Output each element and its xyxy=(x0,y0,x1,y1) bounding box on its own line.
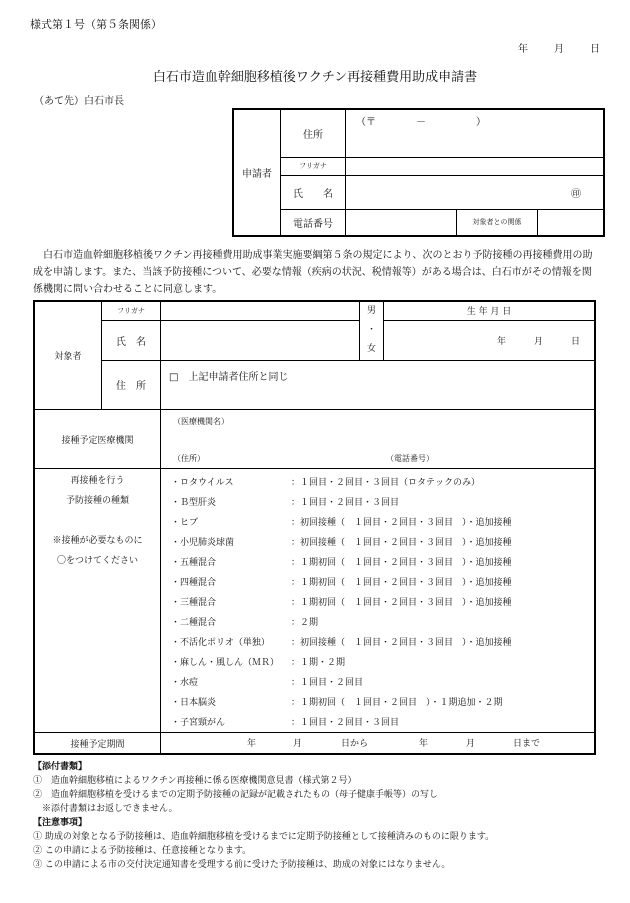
vaccine-section-label xyxy=(34,469,161,733)
sex-dot: ・ xyxy=(366,325,376,336)
sex-male[interactable]: 男 xyxy=(366,306,376,317)
statement: 白石市造血幹細胞移植後ワクチン再接種費用助成事業実施要綱第５条の規定により、次のとおり予防接種の再接種費用の助成を申請します。また、当該予防接種について、必要な情報（疾病の状況、税情報等）がある場合は、白石市がその情報を関係機関に問い合わせることに同意します。 xyxy=(33,250,593,295)
date-year: 年 xyxy=(518,44,528,55)
vaccine-name: ・不活化ポリオ（単独） xyxy=(171,637,270,648)
postal-code: （〒 － ） xyxy=(356,117,486,128)
name-field[interactable] xyxy=(346,175,605,209)
vaccine-name: ・子宮頸がん xyxy=(171,717,226,728)
vaccine-note-line2: 〇をつけてください xyxy=(56,556,138,567)
vaccine-row[interactable] xyxy=(161,591,594,611)
period-label: 接種予定期間 xyxy=(34,733,161,754)
vaccine-name: ・五種混合 xyxy=(171,557,217,568)
vaccine-doses[interactable]: ：初回接種（ １回目・２回目・３回目 ）・追加接種 xyxy=(291,537,512,548)
vaccine-row[interactable] xyxy=(161,631,594,651)
note-item-2: ② この申請による予防接種は、任意接種となります。 xyxy=(33,846,252,856)
furigana-label: フリガナ xyxy=(281,157,346,175)
note-item-3: ③ この申請による市の交付決定通知書を受理する前に受けた予防接種は、助成の対象にはなりません。 xyxy=(33,860,451,870)
period-to-month: 月 xyxy=(466,739,476,750)
main-table xyxy=(33,300,596,755)
subject-name-label: 氏 名 xyxy=(102,320,161,360)
date-day: 日 xyxy=(590,44,600,55)
form-id: 様式第１号（第５条関係） xyxy=(30,18,162,31)
vaccine-note-line1: ※接種が必要なものに xyxy=(52,536,143,547)
notes xyxy=(33,816,494,872)
page-title: 白石市造血幹細胞移植後ワクチン再接種費用助成申請書 xyxy=(152,70,478,85)
date-line xyxy=(518,40,600,55)
attachments xyxy=(33,760,438,816)
vaccine-doses[interactable]: ：１期初回（ １回目・２回目・３回目 ）・追加接種 xyxy=(291,597,512,608)
relation-field[interactable] xyxy=(538,209,605,236)
subject-label: 対象者 xyxy=(34,301,102,409)
vaccine-name: ・四種混合 xyxy=(171,577,217,588)
vaccine-doses[interactable]: ：初回接種（ １回目・２回目・３回目 ）・追加接種 xyxy=(291,517,512,528)
vaccine-row[interactable] xyxy=(161,691,594,711)
vaccine-row[interactable] xyxy=(161,651,594,671)
vaccine-doses[interactable]: ：１期初回（ １回目・２回目 ）・１期追加・２期 xyxy=(291,697,503,708)
clinic-field[interactable] xyxy=(161,409,596,468)
vaccine-doses[interactable]: ：初回接種（ １回目・２回目・３回目 ）・追加接種 xyxy=(291,637,512,648)
same-address-checkbox[interactable]: □ 上記申請者住所と同じ xyxy=(169,371,289,383)
seal-icon: ㊞ xyxy=(571,188,581,200)
vaccine-row[interactable] xyxy=(161,471,594,491)
attachment-item-3: ※添付書類はお返しできません。 xyxy=(33,804,178,814)
vaccine-name: ・日本脳炎 xyxy=(171,697,217,708)
phone-field[interactable] xyxy=(346,209,457,236)
birth-field[interactable] xyxy=(384,320,596,360)
vaccine-row[interactable] xyxy=(161,491,594,511)
birth-month: 月 xyxy=(533,336,543,347)
attachments-heading: 【添付書類】 xyxy=(33,762,88,772)
vaccine-name: ・水痘 xyxy=(171,677,199,688)
subject-name-field[interactable] xyxy=(161,320,360,360)
vaccine-row[interactable] xyxy=(161,571,594,591)
vaccine-row[interactable] xyxy=(161,511,594,531)
period-field[interactable] xyxy=(161,733,596,754)
attachment-item-2: ② 造血幹細胞移植を受けるまでの定期予防接種の記録が記載されたもの（母子健康手帳等）の写し xyxy=(33,790,439,800)
period-to-day: 日まで xyxy=(513,739,541,750)
notes-heading: 【注意事項】 xyxy=(33,818,88,828)
period-from-year: 年 xyxy=(247,739,257,750)
vaccine-doses[interactable]: ：１回目・２回目・３回目（ロタテックのみ） xyxy=(291,477,481,488)
name-label: 氏 名 xyxy=(281,175,346,209)
applicant-label: 申請者 xyxy=(233,109,281,236)
vaccine-row[interactable] xyxy=(161,711,594,731)
period-to-year: 年 xyxy=(419,739,429,750)
clinic-address-label: （住所） xyxy=(173,454,205,464)
vaccine-doses[interactable]: ：１回目・２回目・３回目 xyxy=(291,497,400,508)
furigana-field[interactable] xyxy=(346,157,605,175)
vaccine-row[interactable] xyxy=(161,611,594,631)
vaccine-doses[interactable]: ：１回目・２回目 xyxy=(291,677,364,688)
sex-female[interactable]: 女 xyxy=(366,344,376,355)
subject-furigana-field[interactable] xyxy=(161,301,360,320)
vaccine-name: ・小児肺炎球菌 xyxy=(171,537,235,548)
vaccine-doses[interactable]: ：１期・２期 xyxy=(291,657,346,668)
applicant-table xyxy=(232,108,605,237)
birth-year: 年 xyxy=(496,336,506,347)
subject-address-label: 住 所 xyxy=(102,360,161,409)
vaccine-doses[interactable]: ：１期初回（ １回目・２回目・３回目 ）・追加接種 xyxy=(291,577,512,588)
clinic-name-label: （医療機関名） xyxy=(173,417,229,427)
birth-label: 生 年 月 日 xyxy=(384,301,596,320)
phone-label: 電話番号 xyxy=(281,209,346,236)
vaccine-doses[interactable]: ：１回目・２回目・３回目 xyxy=(291,717,400,728)
clinic-label: 接種予定医療機関 xyxy=(34,409,161,468)
vaccine-name: ・ロタウイルス xyxy=(171,477,234,488)
vaccine-name: ・ヒブ xyxy=(171,517,199,528)
vaccine-doses[interactable]: ：２期 xyxy=(291,617,319,628)
relation-label: 対象者との関係 xyxy=(457,209,538,236)
clinic-phone-label: （電話番号） xyxy=(386,454,434,464)
sex-selector[interactable] xyxy=(360,301,384,360)
vaccine-name: ・Ｂ型肝炎 xyxy=(171,497,217,508)
vaccine-row[interactable] xyxy=(161,551,594,571)
subject-address-field[interactable] xyxy=(161,360,596,409)
vaccine-name: ・二種混合 xyxy=(171,617,217,628)
vaccine-name: ・三種混合 xyxy=(171,597,217,608)
vaccine-row[interactable] xyxy=(161,671,594,691)
note-item-1: ① 助成の対象となる予防接種は、造血幹細胞移植を受けるまでに定期予防接種として接種済みのものに限ります。 xyxy=(33,832,495,842)
subject-furigana-label: フリガナ xyxy=(102,301,161,320)
vaccine-row[interactable] xyxy=(161,531,594,551)
addressee: （あて先）白石市長 xyxy=(34,96,124,107)
vaccine-label-line1: 再接種を行う xyxy=(70,476,125,487)
birth-day: 日 xyxy=(570,336,580,347)
date-month: 月 xyxy=(554,44,564,55)
attachment-item-1: ① 造血幹細胞移植によるワクチン再接種に係る医療機関意見書（様式第２号） xyxy=(33,776,357,786)
address-label: 住所 xyxy=(281,109,346,157)
vaccine-label-line2: 予防接種の種類 xyxy=(65,496,129,507)
period-from-month: 月 xyxy=(293,739,303,750)
vaccine-list xyxy=(161,469,596,733)
period-from-day: 日から xyxy=(341,739,369,750)
address-field[interactable] xyxy=(346,109,605,157)
vaccine-doses[interactable]: ：１期初回（ １回目・２回目・３回目 ）・追加接種 xyxy=(291,557,512,568)
vaccine-name: ・麻しん・風しん（ＭＲ） xyxy=(171,657,280,668)
